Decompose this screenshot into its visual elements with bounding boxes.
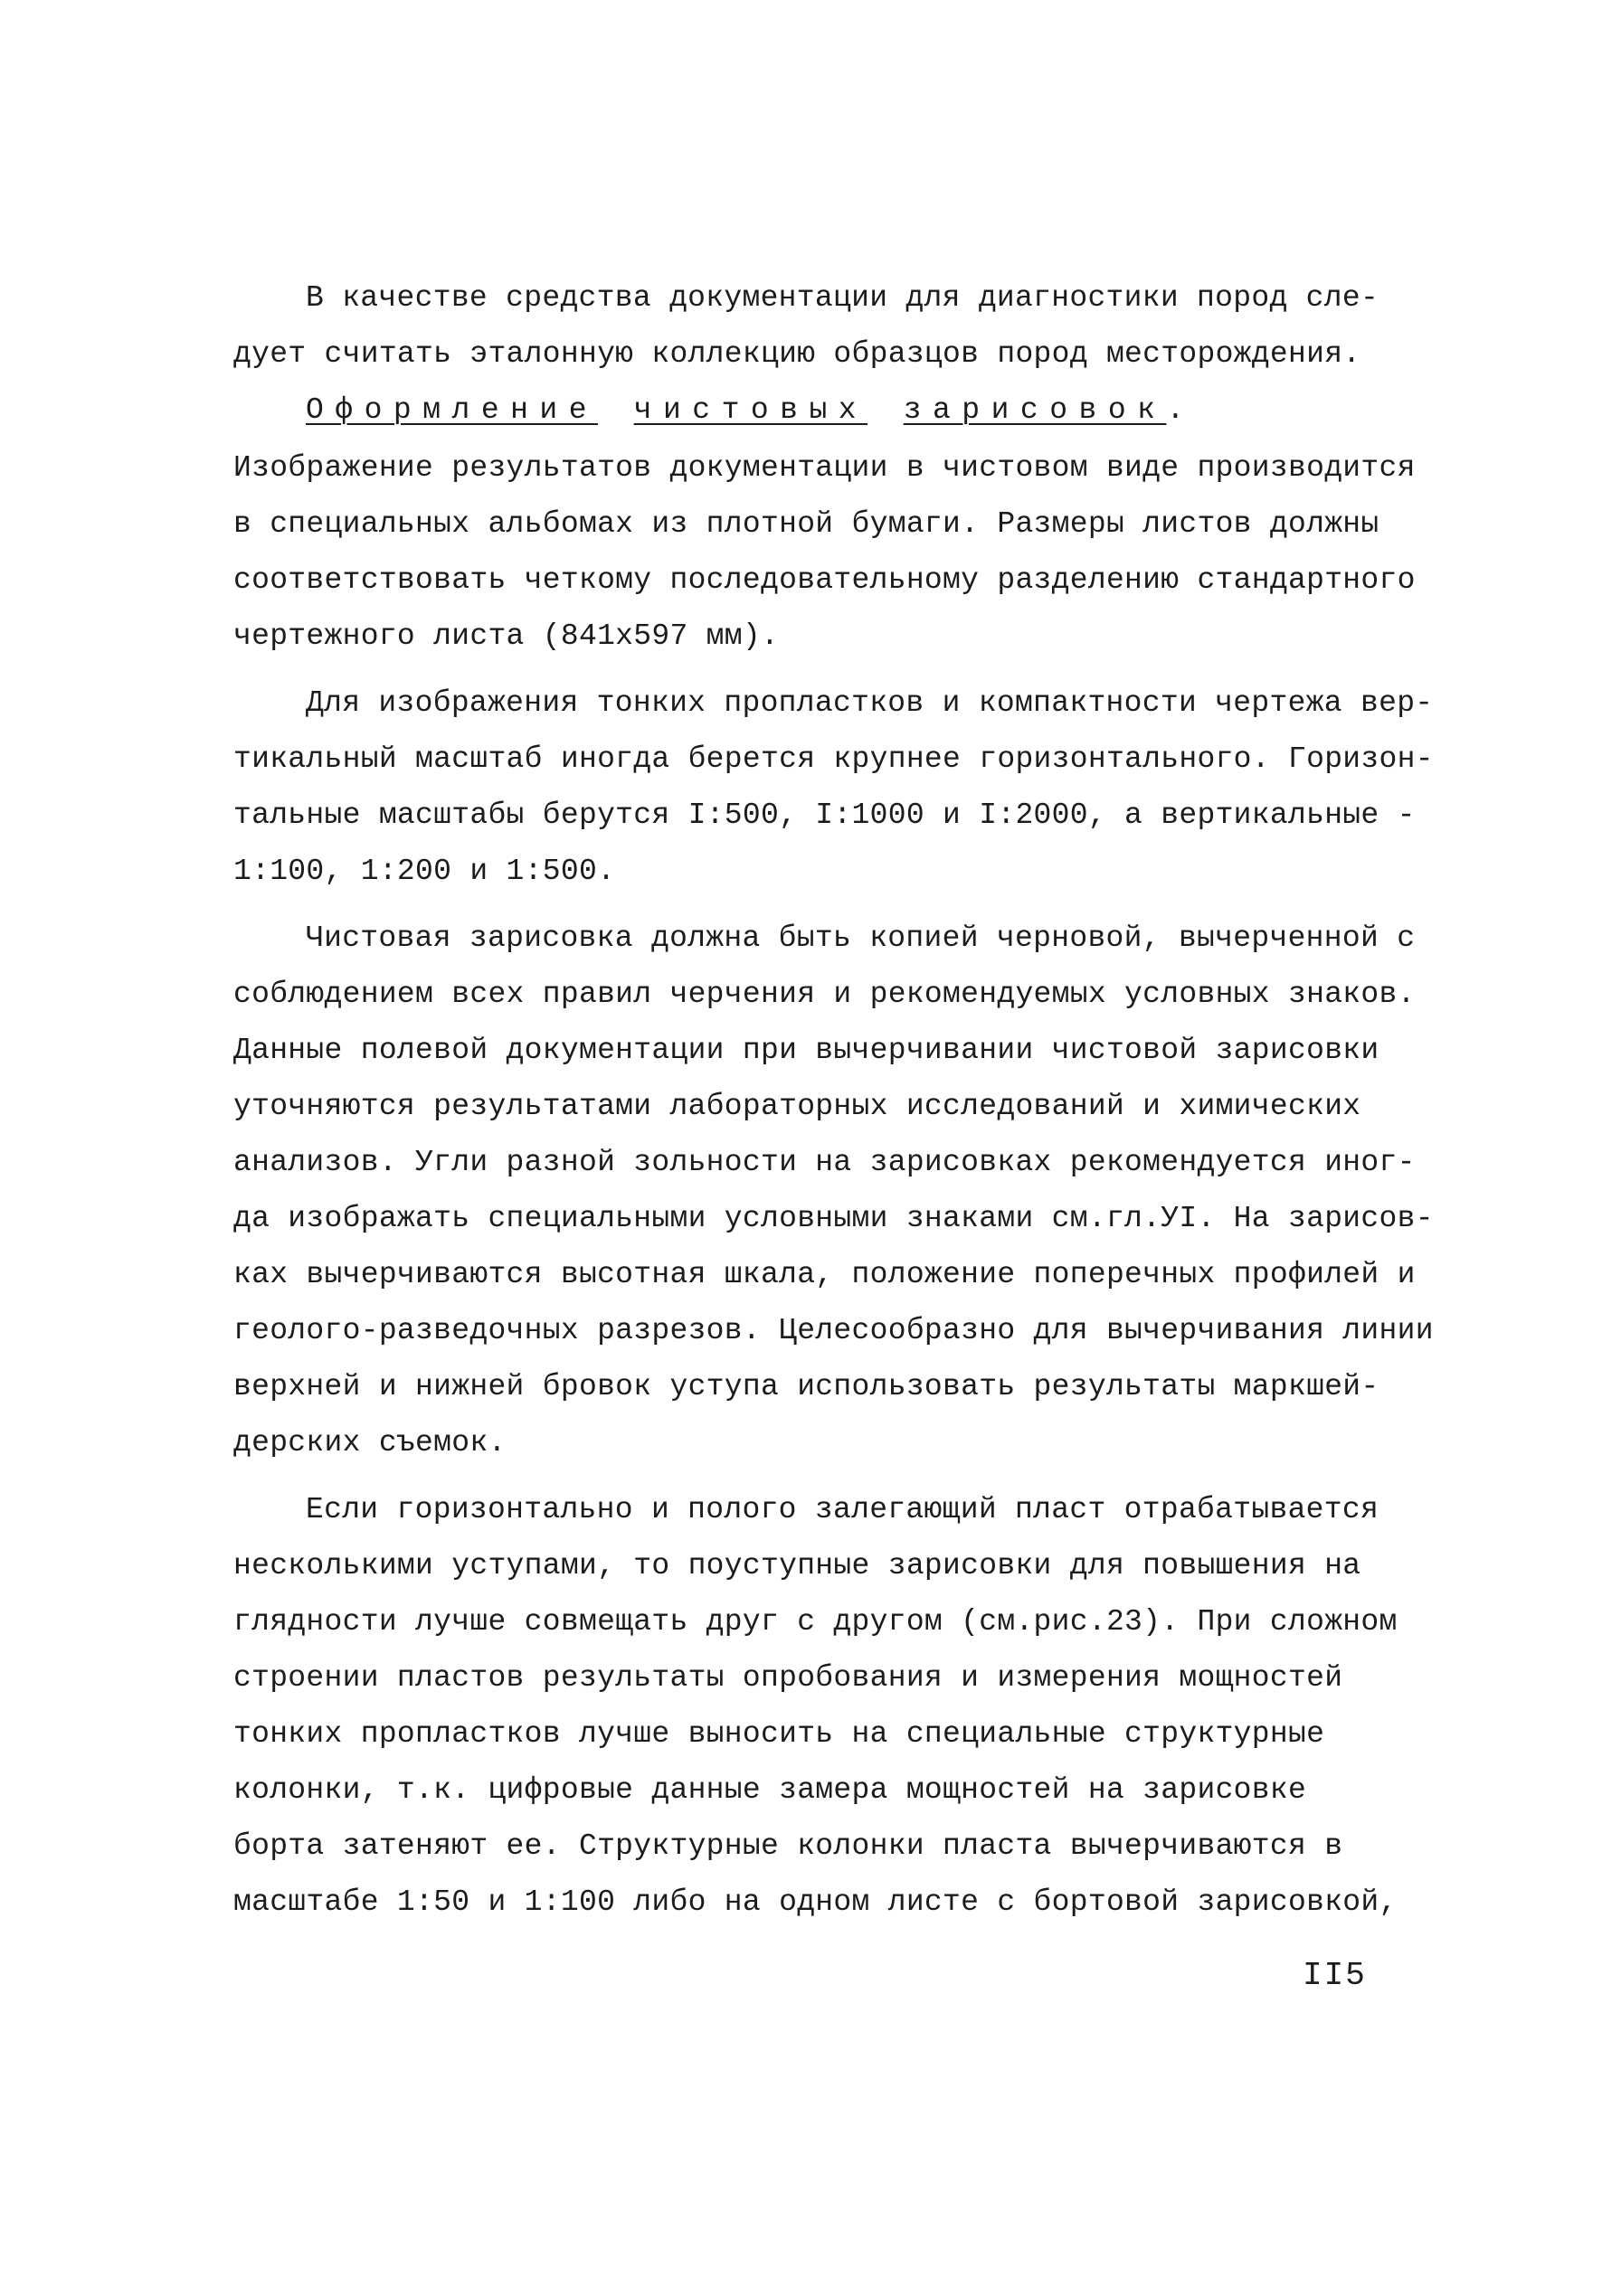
heading-word: зарисовок xyxy=(903,393,1167,427)
text-line: тикальный масштаб иногда берется крупнее горизонтального. Горизон- xyxy=(233,742,1434,776)
page-number: II5 xyxy=(1303,1957,1367,1994)
text-line: да изображать специальными условными знаками см.гл.УI. На зарисов- xyxy=(233,1202,1434,1235)
text-line: Чистовая зарисовка должна быть копией черновой, вычерченной с xyxy=(306,921,1416,955)
text-line: дерских съемок. xyxy=(233,1426,507,1460)
text-line: 1:100, 1:200 и 1:500. xyxy=(233,855,616,888)
text-line: уточняются результатами лабораторных исследований и химических xyxy=(233,1090,1361,1123)
text-line: тальные масштабы берутся I:500, I:1000 и I:2000, а вертикальные - xyxy=(233,798,1416,832)
text-line: В качестве средства документации для диагностики пород сле- xyxy=(306,281,1379,315)
text-line: масштабе 1:50 и 1:100 либо на одном листе с бортовой зарисовкой, xyxy=(233,1885,1398,1919)
heading-period: . xyxy=(1166,393,1185,427)
text-line: глядности лучше совмещать друг с другом (см.рис.23). При сложном xyxy=(233,1605,1398,1639)
text-line: несколькими уступами, то поуступные зарисовки для повышения на xyxy=(233,1549,1361,1583)
text-line: Если горизонтально и полого залегающий пласт отрабатывается xyxy=(306,1493,1379,1526)
text-line: Данные полевой документации при вычерчивании чистовой зарисовки xyxy=(233,1034,1379,1067)
text-line: Для изображения тонких пропластков и компактности чертежа вер- xyxy=(306,686,1434,720)
text-line: Изображение результатов документации в чистовом виде производится xyxy=(233,451,1416,485)
text-line: соблюдением всех правил черчения и рекомендуемых условных знаков. xyxy=(233,978,1416,1011)
text-line: колонки, т.к. цифровые данные замера мощностей на зарисовке xyxy=(233,1773,1307,1807)
text-line: геолого-разведочных разрезов. Целесообразно для вычерчивания линии xyxy=(233,1314,1434,1347)
heading-word: Оформление xyxy=(306,393,599,427)
text-line: тонких пропластков лучше выносить на специальные структурные xyxy=(233,1717,1325,1751)
text-line: соответствовать четкому последовательному разделению стандартного xyxy=(233,563,1416,597)
text-line: чертежного листа (841х597 мм). xyxy=(233,619,780,653)
text-line: строении пластов результаты опробования и измерения мощностей xyxy=(233,1661,1343,1695)
text-line: в специальных альбомах из плотной бумаги. Размеры листов должны xyxy=(233,507,1379,541)
text-line: дует считать эталонную коллекцию образцов пород месторождения. xyxy=(233,337,1361,371)
text-line: анализов. Угли разной зольности на зарисовках рекомендуется иног- xyxy=(233,1146,1416,1179)
text-line: ках вычерчиваются высотная шкала, положение поперечных профилей и xyxy=(233,1258,1416,1291)
text-line: верхней и нижней бровок уступа использовать результаты маркшей- xyxy=(233,1370,1379,1403)
heading-word: чистовых xyxy=(633,393,868,427)
section-heading xyxy=(306,392,1184,429)
text-line: борта затеняют ее. Структурные колонки пласта вычерчиваются в xyxy=(233,1829,1343,1863)
